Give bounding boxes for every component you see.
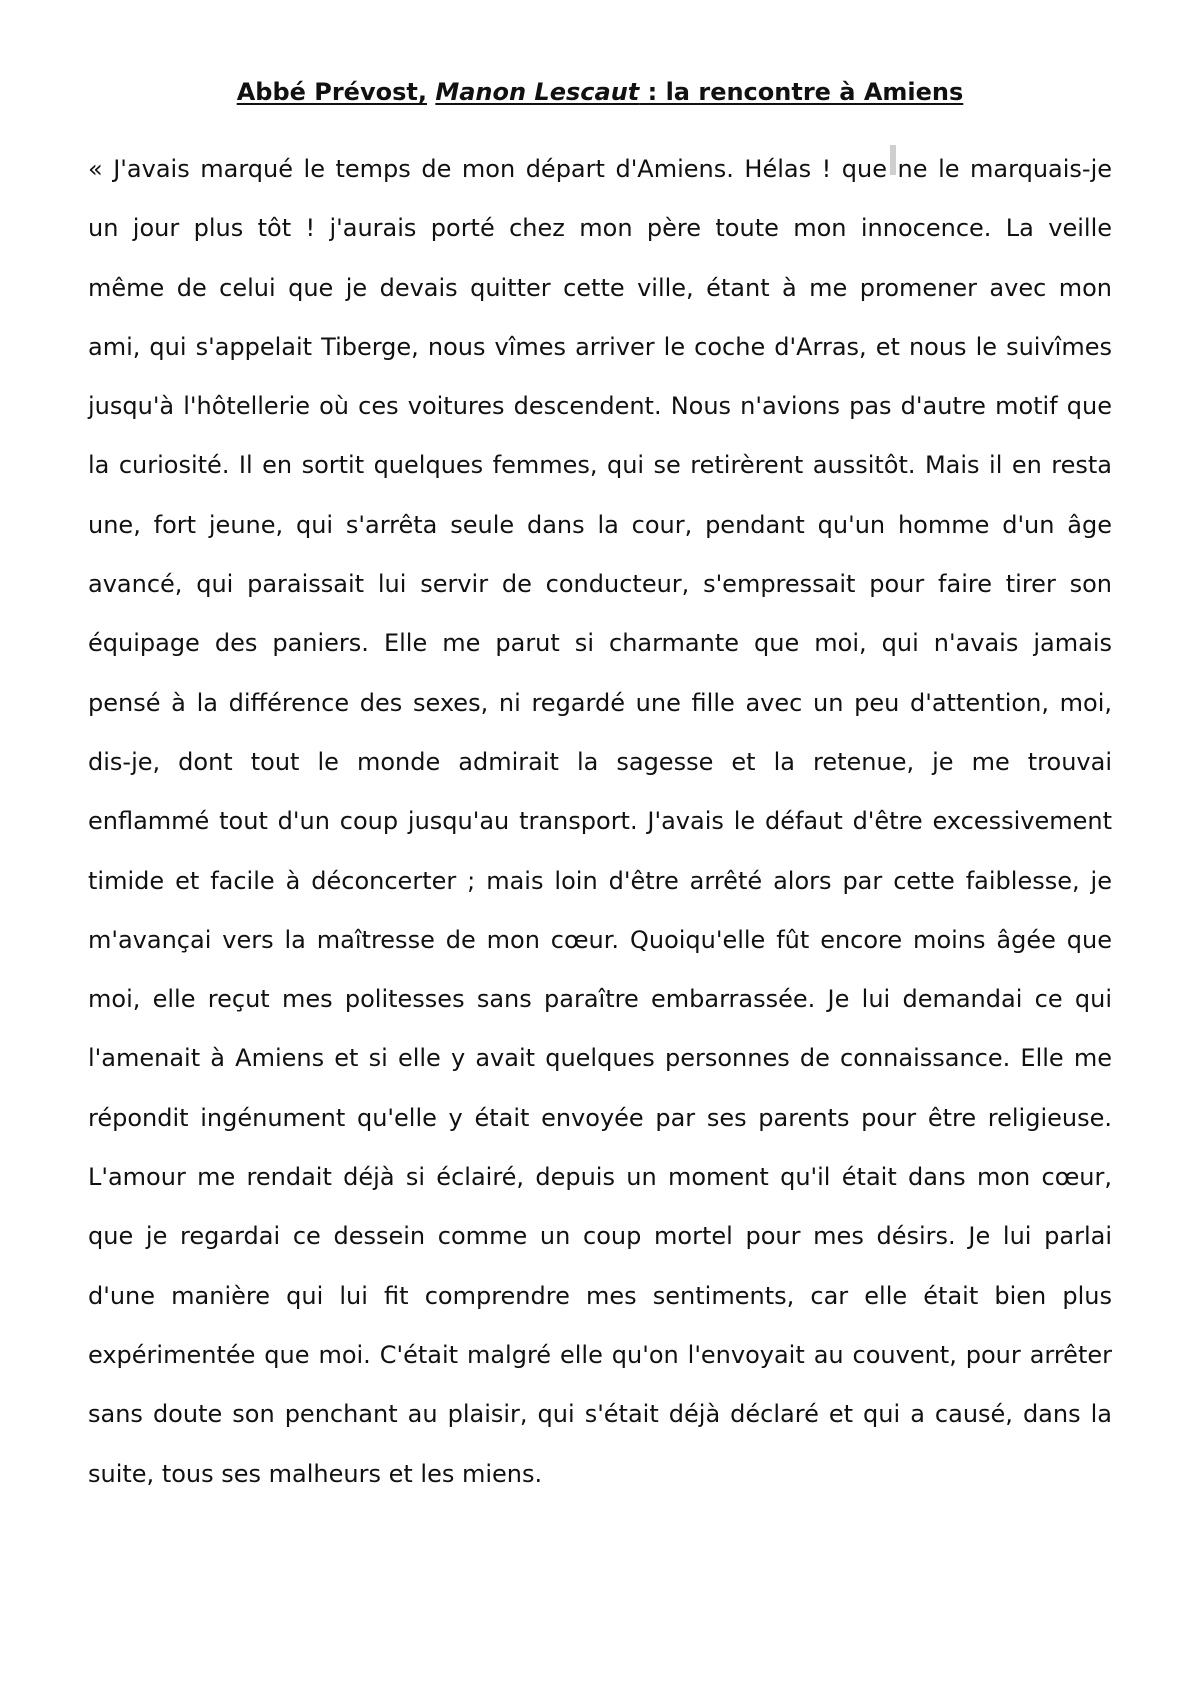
- text-line: m'avançai vers la maîtresse de mon cœur. Quoiqu'elle fût encore moins âgée que: [88, 925, 1112, 954]
- text-line: répondit ingénument qu'elle y était envoyée par ses parents pour être religieuse.: [88, 1103, 1112, 1132]
- text-line: timide et facile à déconcerter ; mais loin d'être arrêté alors par cette faiblesse, je: [88, 866, 1112, 895]
- title-work: Manon Lescaut: [435, 78, 640, 106]
- text-line: expérimentée que moi. C'était malgré elle qu'on l'envoyait au couvent, pour arrêter: [88, 1340, 1112, 1369]
- text-line: que je regardai ce dessein comme un coup mortel pour mes désirs. Je lui parlai: [88, 1222, 1112, 1251]
- document-title: [0, 76, 1200, 108]
- body-paragraph: [88, 140, 1112, 1504]
- text-line: l'amenait à Amiens et si elle y avait quelques personnes de connaissance. Elle me: [88, 1044, 1112, 1073]
- text-line: sans doute son penchant au plaisir, qui s'était déjà déclaré et qui a causé, dans la: [88, 1400, 1112, 1429]
- text-line: avancé, qui paraissait lui servir de conducteur, s'empressait pour faire tirer son: [88, 570, 1112, 599]
- text-line: la curiosité. Il en sortit quelques femmes, qui se retirèrent aussitôt. Mais il en resta: [88, 451, 1112, 480]
- title-subtitle: : la rencontre à Amiens: [639, 78, 964, 106]
- text-line: même de celui que je devais quitter cette ville, étant à me promener avec mon: [88, 273, 1112, 302]
- text-line: enflammé tout d'un coup jusqu'au transport. J'avais le défaut d'être excessivement: [88, 807, 1112, 836]
- text-line: équipage des paniers. Elle me parut si charmante que moi, qui n'avais jamais: [88, 629, 1112, 658]
- text-line: une, fort jeune, qui s'arrêta seule dans la cour, pendant qu'un homme d'un âge: [88, 510, 1112, 539]
- text-line: un jour plus tôt ! j'aurais porté chez mon père toute mon innocence. La veille: [88, 214, 1112, 243]
- text-line: suite, tous ses malheurs et les miens.: [88, 1459, 543, 1488]
- text-line: ami, qui s'appelait Tiberge, nous vîmes arriver le coche d'Arras, et nous le suivîmes: [88, 332, 1112, 361]
- text-line: jusqu'à l'hôtellerie où ces voitures descendent. Nous n'avions pas d'autre motif que: [88, 392, 1112, 421]
- text-line: L'amour me rendait déjà si éclairé, depuis un moment qu'il était dans mon cœur,: [88, 1163, 1112, 1192]
- text-line: d'une manière qui lui fit comprendre mes sentiments, car elle était bien plus: [88, 1281, 1112, 1310]
- text-line: « J'avais marqué le temps de mon départ d'Amiens. Hélas ! que ne le marquais-je: [88, 155, 1112, 183]
- text-line: moi, elle reçut mes politesses sans paraître embarrassée. Je lui demandai ce qui: [88, 985, 1112, 1014]
- text-line: dis-je, dont tout le monde admirait la sagesse et la retenue, je me trouvai: [88, 747, 1112, 776]
- title-author: Abbé Prévost,: [236, 78, 427, 106]
- text-line: pensé à la différence des sexes, ni regardé une fille avec un peu d'attention, moi,: [88, 688, 1112, 717]
